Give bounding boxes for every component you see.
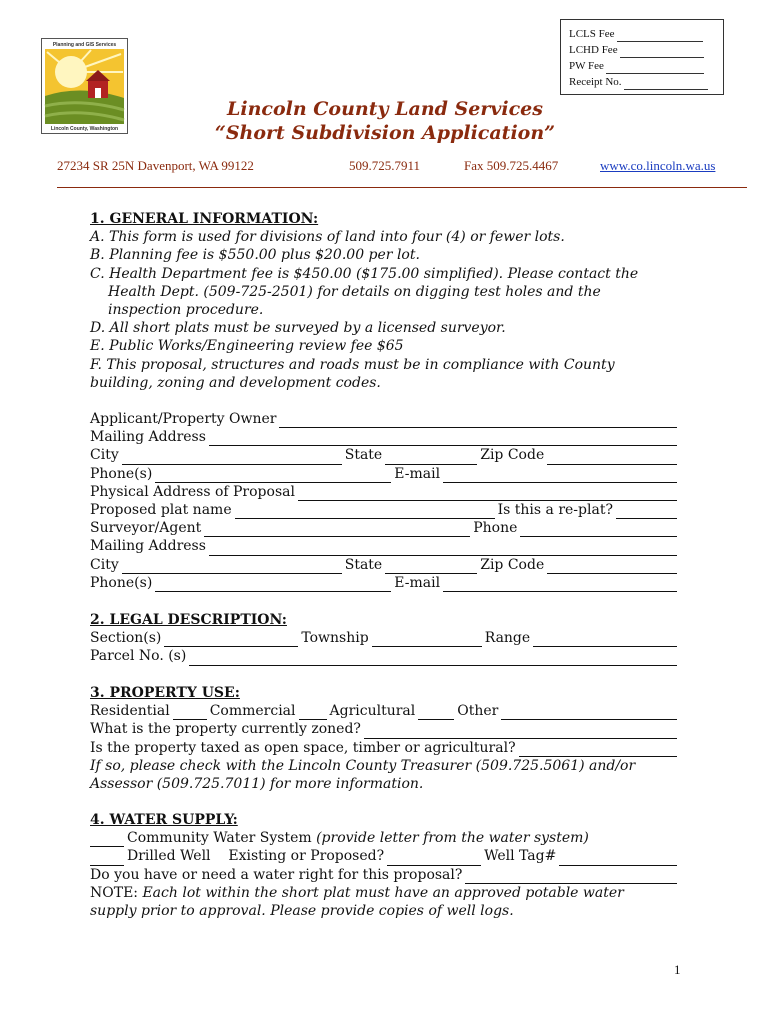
lcls-fee-label: LCLS Fee [569, 28, 615, 40]
parcel-field[interactable] [189, 651, 677, 666]
surveyor-email-field[interactable] [443, 577, 677, 592]
pw-fee-field[interactable] [606, 61, 704, 74]
community-water-label: Community Water System [127, 830, 312, 847]
general-item-c-cont2: inspection procedure. [108, 302, 264, 319]
drilled-well-label: Drilled Well [127, 848, 211, 865]
well-tag-field[interactable] [559, 851, 677, 866]
surveyor-state-field[interactable] [385, 559, 477, 574]
lcls-fee-field[interactable] [617, 29, 703, 42]
general-item-f: F. This proposal, structures and roads must be in compliance with County [90, 356, 615, 373]
logo-bottom-text: Lincoln County, Washington [50, 126, 119, 132]
water-supply-section [90, 811, 680, 920]
city-field[interactable] [122, 450, 342, 465]
existing-field[interactable] [387, 851, 481, 866]
page-number: 1 [674, 962, 681, 977]
page-title [0, 97, 770, 145]
surveyor-phone-label: Phone [473, 520, 518, 537]
water-note-cont: supply prior to approval. Please provide copies of well logs. [90, 903, 514, 920]
pw-fee-label: PW Fee [569, 60, 604, 72]
general-item-c-cont: Health Dept. (509-725-2501) for details on digging test holes and the [108, 283, 601, 300]
title-line-1: Lincoln County Land Services [227, 98, 543, 120]
surveyor-label: Surveyor/Agent [90, 520, 202, 537]
residential-label: Residential [90, 703, 170, 720]
surveyor-mailing-field[interactable] [209, 541, 677, 556]
general-heading: 1. GENERAL INFORMATION: [90, 211, 319, 227]
physical-address-label: Physical Address of Proposal [90, 483, 295, 500]
city-label: City [90, 447, 119, 464]
community-water-field[interactable] [90, 832, 124, 847]
general-item-d: D. All short plats must be surveyed by a licensed surveyor. [90, 320, 506, 337]
well-tag-label: Well Tag# [484, 848, 557, 865]
general-item-a: A. This form is used for divisions of land into four (4) or fewer lots. [90, 229, 565, 246]
logo-top-text: Planning and GIS Services [52, 42, 117, 48]
office-phone: 509.725.7911 [349, 158, 421, 173]
existing-label: Existing or Proposed? [228, 848, 385, 865]
website-link[interactable]: www.co.lincoln.wa.us [600, 158, 716, 173]
applicant-label: Applicant/Property Owner [90, 411, 277, 427]
office-fax: Fax 509.725.4467 [464, 158, 559, 173]
treasurer-note: If so, please check with the Lincoln County Treasurer (509.725.5061) and/or [90, 757, 636, 774]
title-line-2: “Short Subdivision Application” [214, 122, 556, 144]
commercial-label: Commercial [209, 703, 296, 720]
state-label: State [344, 447, 383, 464]
agricultural-label: Agricultural [329, 703, 416, 720]
township-field[interactable] [372, 632, 482, 647]
property-heading: 3. PROPERTY USE: [90, 685, 240, 701]
replat-label: Is this a re-plat? [497, 502, 613, 519]
surveyor-phones-field[interactable] [155, 577, 391, 592]
sections-field[interactable] [164, 632, 298, 647]
surveyor-state-label: State [344, 556, 383, 573]
commercial-field[interactable] [299, 705, 327, 720]
email-field[interactable] [443, 468, 677, 483]
sections-label: Section(s) [90, 630, 162, 647]
office-address: 27234 SR 25N Davenport, WA 99122 [57, 158, 254, 173]
drilled-well-field[interactable] [90, 851, 124, 866]
water-right-field[interactable] [465, 869, 677, 884]
taxed-field[interactable] [519, 742, 677, 757]
legal-heading: 2. LEGAL DESCRIPTION: [90, 612, 287, 628]
township-label: Township [301, 630, 369, 647]
taxed-label: Is the property taxed as open space, timber or agricultural? [90, 739, 516, 756]
other-label: Other [457, 703, 499, 720]
surveyor-field[interactable] [204, 522, 470, 537]
lchd-fee-field[interactable] [620, 45, 704, 58]
state-field[interactable] [385, 450, 477, 465]
note-label: NOTE: [90, 884, 139, 901]
surveyor-city-field[interactable] [122, 559, 342, 574]
receipt-field[interactable] [624, 77, 708, 90]
treasurer-note-cont: Assessor (509.725.7011) for more information. [90, 776, 424, 793]
property-use-section [90, 684, 680, 793]
replat-field[interactable] [616, 504, 677, 519]
plat-name-label: Proposed plat name [90, 502, 232, 519]
water-right-label: Do you have or need a water right for this proposal? [90, 866, 463, 883]
office-fee-box [560, 19, 724, 95]
mailing-label: Mailing Address [90, 429, 206, 446]
general-item-e: E. Public Works/Engineering review fee $65 [90, 338, 404, 355]
physical-address-field[interactable] [298, 486, 677, 501]
zoned-field[interactable] [364, 724, 677, 739]
plat-name-field[interactable] [235, 504, 495, 519]
surveyor-phones-label: Phone(s) [90, 574, 153, 591]
receipt-label: Receipt No. [569, 76, 622, 88]
water-heading: 4. WATER SUPPLY: [90, 812, 238, 828]
zoned-label: What is the property currently zoned? [90, 721, 361, 738]
residential-field[interactable] [173, 705, 207, 720]
mailing-field[interactable] [209, 431, 677, 446]
zip-field[interactable] [547, 450, 677, 465]
parcel-label: Parcel No. (s) [90, 648, 187, 665]
surveyor-city-label: City [90, 556, 119, 573]
range-field[interactable] [533, 632, 677, 647]
applicant-fields [90, 410, 680, 592]
water-note: Each lot within the short plat must have an approved potable water [138, 884, 624, 901]
range-label: Range [484, 630, 531, 647]
surveyor-mailing-label: Mailing Address [90, 538, 206, 555]
general-item-f-cont: building, zoning and development codes. [90, 374, 381, 391]
general-information-section [90, 210, 680, 392]
phones-label: Phone(s) [90, 465, 153, 482]
legal-description-section [90, 611, 680, 666]
surveyor-email-label: E-mail [394, 574, 441, 591]
lchd-fee-label: LCHD Fee [569, 44, 618, 56]
other-field[interactable] [501, 705, 677, 720]
general-item-c: C. Health Department fee is $450.00 ($175.00 simplified). Please contact the [90, 265, 639, 282]
surveyor-zip-label: Zip Code [480, 556, 545, 573]
email-label: E-mail [394, 465, 441, 482]
applicant-field[interactable] [279, 413, 677, 428]
surveyor-zip-field[interactable] [547, 559, 677, 574]
general-item-b: B. Planning fee is $550.00 plus $20.00 per lot. [90, 247, 420, 264]
zip-label: Zip Code [480, 447, 545, 464]
phones-field[interactable] [155, 468, 391, 483]
community-water-note: (provide letter from the water system) [316, 830, 589, 847]
surveyor-phone-field[interactable] [520, 522, 677, 537]
agricultural-field[interactable] [418, 705, 454, 720]
header-divider [57, 187, 747, 188]
